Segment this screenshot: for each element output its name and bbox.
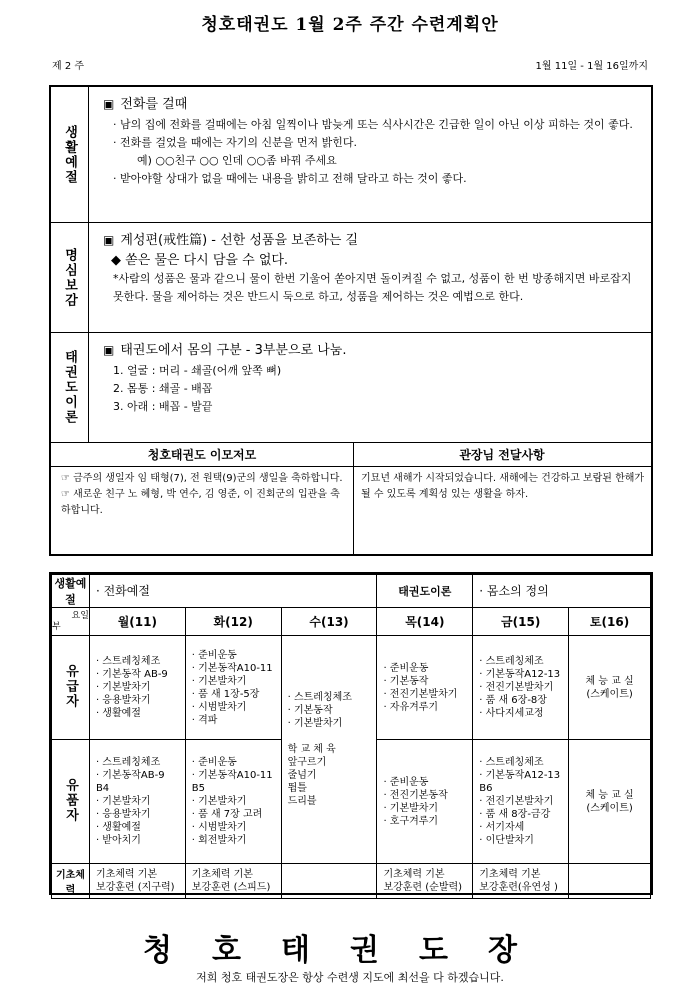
- schedule-item: · 기본동작A10-11: [191, 770, 273, 781]
- schedule-cell: [473, 740, 569, 864]
- period-label: 1월 11일 - 1월 16일까지: [535, 61, 648, 72]
- news-line: ☞ 금주의 생일자 임 태형(7), 전 원택(9)군의 생일을 축하합니다.: [61, 473, 343, 484]
- theory-label: 태권도이론: [377, 575, 473, 608]
- day-header: 월(11): [89, 608, 185, 636]
- schedule-cell: [89, 636, 185, 740]
- schedule-item: · 기본동작: [383, 675, 429, 687]
- schedule-cell-empty: [569, 864, 651, 899]
- schedule-item: · 사다지세교정: [479, 708, 544, 719]
- row-label: 유급자: [62, 663, 78, 709]
- schedule-item: · 준비운동: [383, 662, 429, 674]
- schedule-item: · 격파: [191, 714, 218, 726]
- schedule-item: · 기본동작: [287, 705, 333, 716]
- schedule-item: · 품 새 1장-5장: [191, 688, 260, 700]
- row-label: 유품자: [62, 777, 78, 823]
- row-label: 기초체력: [52, 864, 90, 899]
- schedule-item: 보강훈련 (지구력): [95, 882, 175, 893]
- schedule-item: · 준비운동: [191, 757, 237, 768]
- schedule-item: 보강훈련 (순발력): [383, 882, 463, 893]
- schedule-item: · 스트레칭체조: [287, 692, 352, 703]
- schedule-item: · 생활예절: [95, 822, 141, 833]
- schedule-item: 보강훈련 (스피드): [191, 882, 271, 893]
- schedule-item: 체 능 교 실: [585, 675, 634, 687]
- text-line: · 받아야할 상대가 없을 때에는 내용을 밝히고 전해 달라고 하는 것이 좋다.: [113, 172, 467, 185]
- schedule-item: · 전진기본발차기: [479, 796, 554, 807]
- schedule-item: · 시범발차기: [191, 701, 247, 713]
- news-line: ☞ 새로운 친구 노 혜형, 박 연수, 김 영준, 이 진회군의 입관을 축하합니다.: [61, 489, 340, 516]
- schedule-item: · 기본발차기: [95, 682, 151, 693]
- schedule-item: · 품 새 8장-금강: [479, 809, 551, 820]
- schedule-item: · 스트레칭체조: [479, 656, 544, 667]
- schedule-item: · 품 새 7장 고려: [191, 809, 263, 820]
- day-header: 목(14): [377, 608, 473, 636]
- schedule-item: · 기본발차기: [191, 796, 247, 807]
- schedule-item: · 호구겨루기: [383, 815, 439, 827]
- text-line: 3. 아래 : 배꼽 - 발끝: [113, 400, 213, 413]
- schedule-item: · 품 새 6장-8장: [479, 695, 547, 706]
- schedule-item: · 스트레칭체조: [95, 757, 161, 768]
- schedule-cell: [569, 740, 651, 864]
- schedule-item: · 응용발차기: [95, 695, 151, 706]
- table-row: [52, 864, 651, 899]
- schedule-item: · 자유겨루기: [383, 701, 439, 713]
- schedule-cell: [89, 864, 185, 899]
- schedule-item: · 기본동작A12-13: [479, 770, 561, 781]
- schedule-cell: [185, 864, 281, 899]
- schedule-item: · 전진기본발차기: [479, 682, 554, 693]
- schedule-item: 앞구르기: [287, 757, 327, 768]
- schedule-item: · 이단발차기: [479, 835, 534, 846]
- schedule-cell: [89, 740, 185, 864]
- schedule-cell: [473, 864, 569, 899]
- section-title: 태권도에서 몸의 구분 - 3부분으로 나눔.: [120, 343, 347, 358]
- news-title: 청호태권도 이모저모: [51, 443, 353, 467]
- square-bullet-icon: ▣: [103, 343, 115, 357]
- table-row: [52, 636, 651, 740]
- text-line: 예) ○○친구 ○○ 인데 ○○좀 바꿔 주세요: [137, 154, 337, 167]
- schedule-item: · 기본동작AB-9: [95, 770, 165, 781]
- life-label: 생활예절: [52, 575, 90, 608]
- schedule-item: · 생활예절: [95, 708, 141, 719]
- schedule-item: 체 능 교 실: [585, 789, 634, 801]
- corner-cell: 요일 부: [52, 608, 90, 636]
- section-label: 태권도이론: [62, 350, 77, 425]
- info-box: [49, 85, 653, 556]
- schedule-item: 기초체력 기본: [479, 869, 541, 880]
- section-mind: [51, 223, 651, 333]
- schedule-table: [51, 574, 651, 899]
- schedule-item: 드리블: [287, 796, 317, 807]
- schedule-item: 학 교 체 육: [287, 744, 336, 755]
- day-header: 토(16): [569, 608, 651, 636]
- text-line: 2. 몸통 : 쇄골 - 배꼽: [113, 382, 213, 395]
- schedule-cell: [473, 636, 569, 740]
- schedule-item: (스케이트): [586, 802, 633, 814]
- schedule-cell: [377, 864, 473, 899]
- schedule-item: 기초체력 기본: [191, 869, 253, 880]
- schedule-item: · 기본발차기: [95, 796, 151, 807]
- schedule-item: · 스트레칭체조: [95, 656, 161, 667]
- schedule-item: · 기본동작 AB-9: [95, 669, 168, 680]
- schedule-cell: [377, 636, 473, 740]
- news-and-notice: [51, 443, 651, 554]
- section-label: 명심보감: [62, 247, 77, 308]
- schedule-cell: [569, 636, 651, 740]
- schedule-item: · 기본동작A10-11: [191, 662, 273, 674]
- schedule-item: · 서기자세: [479, 822, 525, 833]
- day-header: 금(15): [473, 608, 569, 636]
- schedule-cell-wed: [281, 636, 377, 864]
- schedule-item: · 준비운동: [191, 649, 237, 661]
- schedule-box: [49, 572, 653, 895]
- schedule-item: · 받아치기: [95, 835, 141, 846]
- section-subtitle: ◆ 쏟은 물은 다시 담을 수 없다.: [111, 253, 289, 268]
- life-value: · 전화예절: [89, 575, 377, 608]
- schedule-item: 보강훈련(유연성 ): [479, 882, 558, 893]
- academy-motto: 저희 청호 태권도장은 항상 수련생 지도에 최선을 다 하겠습니다.: [196, 971, 504, 984]
- day-header: 화(12): [185, 608, 281, 636]
- theory-value: · 몸소의 정의: [473, 575, 651, 608]
- schedule-cell: [377, 740, 473, 864]
- academy-name: 청호태권도장: [143, 933, 557, 968]
- schedule-item: · 기본발차기: [287, 718, 343, 729]
- schedule-item: · 응용발차기: [95, 809, 151, 820]
- square-bullet-icon: ▣: [103, 97, 115, 111]
- page-title: 청호태권도 1월 2주 주간 수련계획안: [201, 15, 499, 35]
- schedule-item: B6: [479, 783, 493, 794]
- schedule-item: · 전진기본발차기: [383, 688, 458, 700]
- schedule-item: B5: [191, 783, 205, 794]
- section-life-etiquette: [51, 87, 651, 223]
- schedule-item: · 시범발차기: [191, 822, 247, 833]
- square-bullet-icon: ▣: [103, 233, 115, 247]
- text-line: · 전화를 걸었을 때에는 자기의 신분을 먼저 밝힌다.: [113, 136, 357, 149]
- schedule-item: · 회전발차기: [191, 835, 247, 846]
- schedule-item: · 준비운동: [383, 776, 429, 788]
- schedule-item: 줄넘기: [287, 770, 317, 781]
- schedule-item: · 기본발차기: [383, 802, 439, 814]
- schedule-cell: [185, 636, 281, 740]
- text-line: 1. 얼굴 : 머리 - 쇄골(어깨 앞쪽 뼈): [113, 364, 282, 377]
- section-label: 생활예절: [62, 124, 77, 185]
- text-line: · 남의 집에 전화를 걸때에는 아침 일찍이나 밤늦게 또는 식사시간은 긴급한 일이 아닌 이상 피하는 것이 좋다.: [113, 118, 633, 131]
- schedule-item: 뜀틀: [287, 783, 307, 794]
- schedule-item: 기초체력 기본: [383, 869, 445, 880]
- section-title: 전화를 걸때: [120, 97, 188, 112]
- notice-text: 기묘년 새해가 시작되었습니다. 새해에는 건강하고 보람된 한해가 될 수 있도록 계획성 있는 생활을 하자.: [361, 473, 645, 500]
- notice-title: 관장님 전달사항: [353, 443, 651, 467]
- day-header: 수(13): [281, 608, 377, 636]
- schedule-item: 기초체력 기본: [95, 869, 158, 880]
- schedule-item: [288, 730, 371, 743]
- schedule-item: (스케이트): [586, 688, 633, 700]
- schedule-item: B4: [95, 783, 110, 794]
- schedule-item: · 스트레칭체조: [479, 757, 544, 768]
- schedule-item: · 기본동작A12-13: [479, 669, 561, 680]
- schedule-cell: [185, 740, 281, 864]
- week-label: 제 2 주: [52, 61, 85, 72]
- section-title: 계성편(戒性篇) - 선한 성품을 보존하는 길: [120, 233, 359, 248]
- schedule-cell-empty: [281, 864, 377, 899]
- text-line: *사람의 성품은 물과 같으니 물이 한번 기울어 쏟아지면 돌이켜질 수 없고, 성품이 한 번 방종해지면 바로잡지 못한다. 물을 제어하는 것은 반드시 둑으로 하고, 성품을 제어하는 것은 예법으로 한다.: [113, 272, 632, 303]
- section-tkd-theory: [51, 333, 651, 443]
- schedule-item: · 전진기본동작: [383, 789, 448, 801]
- schedule-item: · 기본발차기: [191, 675, 247, 687]
